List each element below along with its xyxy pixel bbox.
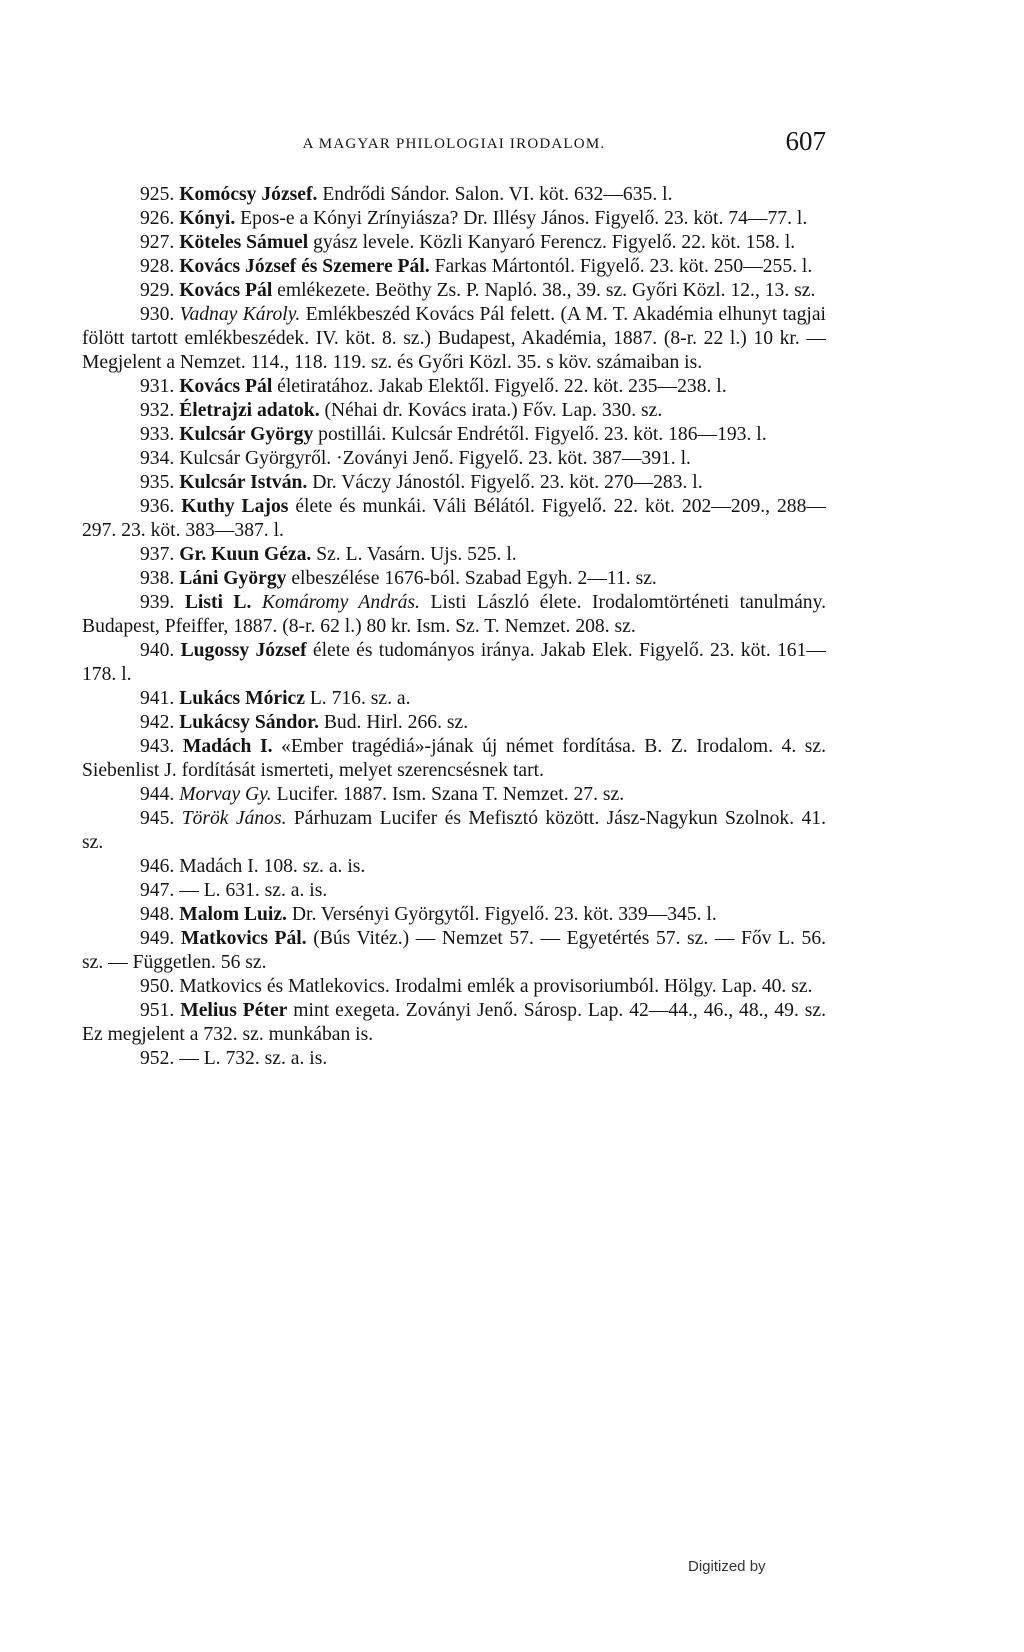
- entry-subject: Kovács József és Szemere Pál.: [179, 256, 430, 277]
- entry-number: 949.: [140, 928, 175, 949]
- entry-text: Bud. Hirl. 266. sz.: [318, 712, 469, 733]
- running-head-title: A MAGYAR PHILOLOGIAI IRODALOM.: [302, 136, 606, 152]
- bibliography-entry: [82, 879, 826, 903]
- entry-text: — L. 732. sz. a. is.: [179, 1048, 328, 1069]
- bibliography-entry: [82, 231, 826, 255]
- entry-subject: Lukácsy Sándor.: [179, 712, 319, 733]
- entry-number: 932.: [140, 400, 175, 421]
- entry-text: «Ember tragédiá»-jának új német fordítása. B. Z. Irodalom. 4. sz. Siebenlist J. fordítását ismerteti, melyet szerencsésnek tart.: [82, 736, 826, 781]
- entry-number: 938.: [140, 568, 175, 589]
- entry-number: 928.: [140, 256, 175, 277]
- entry-text: életiratához. Jakab Elektől. Figyelő. 22. köt. 235—238. l.: [272, 376, 727, 397]
- entry-text: (Néhai dr. Kovács irata.) Főv. Lap. 330. sz.: [319, 400, 663, 421]
- entry-text: Matkovics és Matlekovics. Irodalmi emlék a provisoriumból. Hölgy. Lap. 40. sz.: [179, 976, 813, 997]
- entry-subject: Kónyi.: [179, 208, 236, 229]
- bibliography-entry: [82, 639, 826, 687]
- entry-number: 936.: [140, 496, 175, 517]
- bibliography-entry: [82, 903, 826, 927]
- entry-text: élete és tudományos iránya. Jakab Elek. Figyelő. 23. köt. 161—178. l.: [82, 640, 826, 685]
- entry-subject: Kovács Pál: [179, 376, 273, 397]
- entry-subject: Életrajzi adatok.: [179, 400, 320, 421]
- entry-number: 945.: [140, 808, 175, 829]
- entry-text: mint exegeta. Zoványi Jenő. Sárosp. Lap. 42—44., 46., 48., 49. sz. Ez megjelent a 732. sz. munkában is.: [82, 1000, 826, 1045]
- entry-number: 930.: [140, 304, 175, 325]
- entry-text: Kulcsár Györgyről. ·Zoványi Jenő. Figyelő. 23. köt. 387—391. l.: [179, 448, 691, 469]
- entry-subject: Láni György: [179, 568, 287, 589]
- bibliography-entry: [82, 279, 826, 303]
- entry-text: Dr. Váczy Jánostól. Figyelő. 23. köt. 270—283. l.: [307, 472, 703, 493]
- bibliography-entries: [82, 183, 826, 1071]
- bibliography-entry: [82, 999, 826, 1047]
- entry-subject: Kulcsár István.: [179, 472, 308, 493]
- entry-text: — L. 631. sz. a. is.: [179, 880, 328, 901]
- entry-subject: Gr. Kuun Géza.: [179, 544, 312, 565]
- bibliography-entry: [82, 687, 826, 711]
- entry-number: 944.: [140, 784, 175, 805]
- entry-number: 942.: [140, 712, 175, 733]
- entry-author: Török János.: [181, 808, 287, 829]
- entry-number: 946.: [140, 856, 175, 877]
- bibliography-entry: [82, 567, 826, 591]
- bibliography-entry: [82, 1047, 826, 1071]
- entry-number: 933.: [140, 424, 175, 445]
- entry-author: Komáromy András.: [261, 592, 420, 613]
- entry-subject: Komócsy József.: [179, 184, 318, 205]
- bibliography-entry: [82, 399, 826, 423]
- entry-subject: Malom Luiz.: [179, 904, 287, 925]
- entry-text: (Bús Vitéz.) — Nemzet 57. — Egyetértés 57. sz. — Főv L. 56. sz. — Független. 56 sz.: [82, 928, 827, 973]
- entry-text: Epos-e a Kónyi Zrínyiásza? Dr. Illésy János. Figyelő. 23. köt. 74—77. l.: [235, 208, 808, 229]
- entry-subject: Listi L.: [184, 592, 252, 613]
- bibliography-entry: [82, 255, 826, 279]
- entry-text: Sz. L. Vasárn. Ujs. 525. l.: [311, 544, 517, 565]
- entry-subject: Kovács Pál: [179, 280, 273, 301]
- entry-text: Emlékbeszéd Kovács Pál felett. (A M. T. Akadémia elhunyt tagjai fölött tartott emlékbeszédek. IV. köt. 8. sz.) Budapest, Akadémia, 1887. (8-r. 22 l.) 10 kr. — Megjelent a Nemzet. 114., 118. 119. sz. és Győri Közl. 35. s köv. számaiban is.: [82, 304, 827, 373]
- entry-subject: Melius Péter: [180, 1000, 288, 1021]
- entry-subject: Lukács Móricz: [179, 688, 305, 709]
- entry-text: Farkas Mártontól. Figyelő. 23. köt. 250—255. l.: [429, 256, 813, 277]
- entry-text: Dr. Versényi Györgytől. Figyelő. 23. köt. 339—345. l.: [286, 904, 717, 925]
- bibliography-entry: [82, 591, 826, 639]
- bibliography-entry: [82, 783, 826, 807]
- entry-number: 941.: [140, 688, 175, 709]
- entry-number: 952.: [140, 1048, 175, 1069]
- entry-text: emlékezete. Beöthy Zs. P. Napló. 38., 39. sz. Győri Közl. 12., 13. sz.: [272, 280, 816, 301]
- entry-subject: Köteles Sámuel: [179, 232, 309, 253]
- bibliography-entry: [82, 927, 826, 975]
- bibliography-entry: [82, 495, 826, 543]
- entry-text: [251, 592, 262, 613]
- entry-text: Listi László élete. Irodalomtörténeti tanulmány. Budapest, Pfeiffer, 1887. (8-r. 62 l.) 80 kr. Ism. Sz. T. Nemzet. 208. sz.: [82, 592, 826, 637]
- entry-number: 943.: [140, 736, 175, 757]
- entry-number: 927.: [140, 232, 175, 253]
- page-number: 607: [785, 126, 826, 156]
- bibliography-entry: [82, 447, 826, 471]
- bibliography-entry: [82, 375, 826, 399]
- entry-number: 934.: [140, 448, 175, 469]
- entry-text: Párhuzam Lucifer és Mefisztó között. Jász-Nagykun Szolnok. 41. sz.: [82, 808, 826, 853]
- entry-subject: Matkovics Pál.: [180, 928, 307, 949]
- entry-subject: Kulcsár György: [179, 424, 314, 445]
- entry-text: postillái. Kulcsár Endrétől. Figyelő. 23. köt. 186—193. l.: [313, 424, 767, 445]
- entry-number: 939.: [140, 592, 175, 613]
- entry-number: 951.: [140, 1000, 175, 1021]
- bibliography-entry: [82, 543, 826, 567]
- entry-number: 931.: [140, 376, 175, 397]
- entry-text: Madách I. 108. sz. a. is.: [179, 856, 366, 877]
- entry-number: 926.: [140, 208, 175, 229]
- entry-number: 948.: [140, 904, 175, 925]
- entry-number: 929.: [140, 280, 175, 301]
- entry-number: 950.: [140, 976, 175, 997]
- entry-text: gyász levele. Közli Kanyaró Ferencz. Figyelő. 22. köt. 158. l.: [308, 232, 796, 253]
- entry-subject: Kuthy Lajos: [181, 496, 289, 517]
- bibliography-entry: [82, 735, 826, 783]
- entry-text: L. 716. sz. a.: [304, 688, 411, 709]
- entry-number: 925.: [140, 184, 175, 205]
- bibliography-entry: [82, 855, 826, 879]
- entry-text: elbeszélése 1676-ból. Szabad Egyh. 2—11. sz.: [286, 568, 657, 589]
- entry-subject: Lugossy József: [180, 640, 307, 661]
- entry-author: Vadnay Károly.: [179, 304, 301, 325]
- entry-text: élete és munkái. Váli Bélától. Figyelő. 22. köt. 202—209., 288—297. 23. köt. 383—387. l.: [82, 496, 826, 541]
- entry-number: 947.: [140, 880, 175, 901]
- entry-text: Endrődi Sándor. Salon. VI. köt. 632—635. l.: [317, 184, 673, 205]
- entry-text: Lucifer. 1887. Ism. Szana T. Nemzet. 27. sz.: [271, 784, 625, 805]
- bibliography-entry: [82, 423, 826, 447]
- bibliography-entry: [82, 303, 826, 375]
- bibliography-entry: [82, 807, 826, 855]
- entry-author: Morvay Gy.: [179, 784, 272, 805]
- entry-number: 940.: [140, 640, 175, 661]
- digitized-by-label: Digitized by: [688, 1558, 766, 1575]
- bibliography-entry: [82, 471, 826, 495]
- bibliography-entry: [82, 207, 826, 231]
- bibliography-entry: [82, 975, 826, 999]
- bibliography-entry: [82, 183, 826, 207]
- bibliography-entry: [82, 711, 826, 735]
- entry-number: 937.: [140, 544, 175, 565]
- entry-number: 935.: [140, 472, 175, 493]
- running-head: [82, 126, 826, 166]
- entry-subject: Madách I.: [182, 736, 273, 757]
